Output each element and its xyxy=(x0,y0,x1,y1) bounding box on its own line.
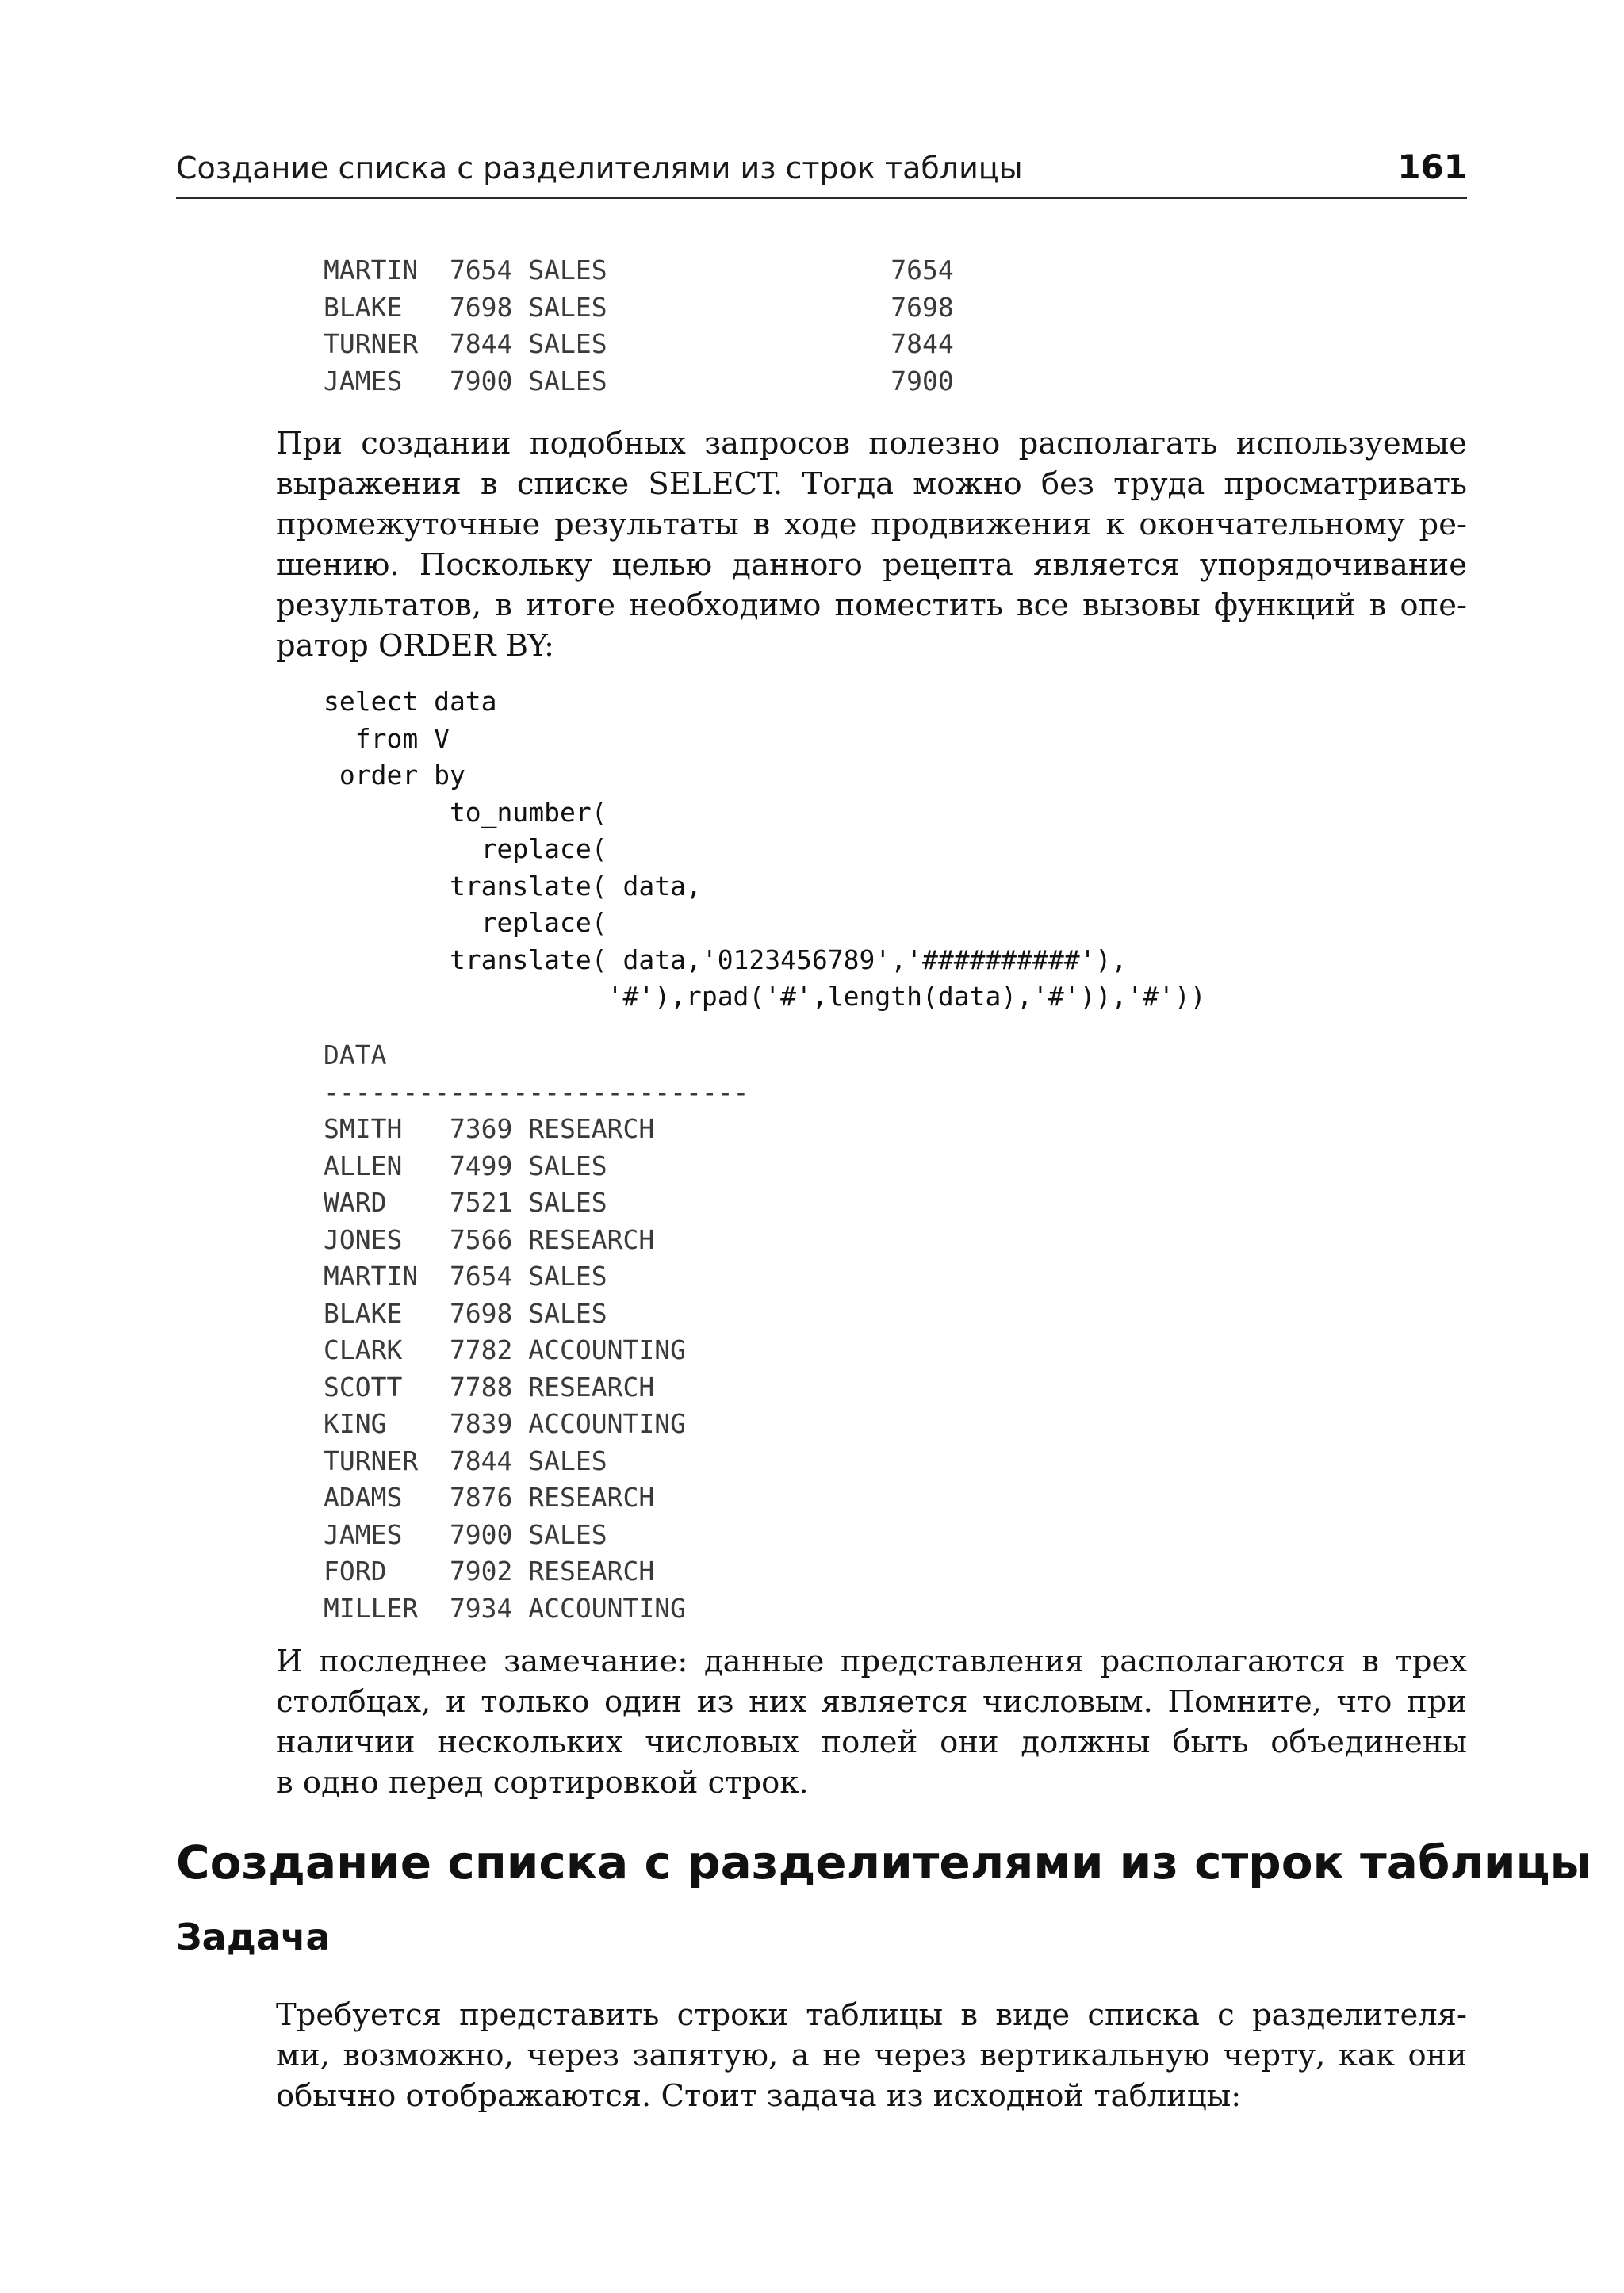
running-title: Создание списка с разделителями из строк таблицы xyxy=(176,151,1023,186)
code-line: to_number( xyxy=(324,796,607,828)
paragraph-task xyxy=(276,1995,1467,2116)
paragraph-line: ратор ORDER BY: xyxy=(276,628,554,664)
code-line: order by xyxy=(324,760,465,790)
section-heading: Создание списка с разделителями из строк таблицы xyxy=(176,1836,1591,1889)
code-line: replace( xyxy=(324,833,607,864)
code-line: translate( data, xyxy=(324,870,702,902)
paragraph-line: ми, возможно, через запятую, а не через вертикальную черту, как они xyxy=(276,2038,1467,2073)
result-row: JAMES 7900 SALES xyxy=(324,1518,607,1550)
sql-code-block xyxy=(324,683,1206,1016)
code-line: translate( data,'0123456789','##########'), xyxy=(324,944,1128,975)
result-row: ALLEN 7499 SALES xyxy=(324,1150,607,1181)
paragraph-line: При создании подобных запросов полезно располагать используемые xyxy=(276,426,1467,461)
result-row: MILLER 7934 ACCOUNTING xyxy=(324,1592,686,1624)
result-row: TURNER 7844 SALES xyxy=(324,1445,607,1476)
subsection-heading: Задача xyxy=(176,1916,331,1958)
result-row: SMITH 7369 RESEARCH xyxy=(324,1113,655,1144)
code-line: '#'),rpad('#',length(data),'#')),'#')) xyxy=(324,981,1206,1012)
result-row: CLARK 7782 ACCOUNTING xyxy=(324,1334,686,1365)
result-line: TURNER 7844 SALES 7844 xyxy=(324,328,954,359)
result-row: ADAMS 7876 RESEARCH xyxy=(324,1482,655,1513)
result-line: JAMES 7900 SALES 7900 xyxy=(324,365,954,396)
paragraph-line: столбцах, и только один из них является числовым. Помните, что при xyxy=(276,1684,1467,1720)
result-row: MARTIN 7654 SALES xyxy=(324,1261,607,1292)
result-column-header: DATA xyxy=(324,1039,387,1070)
result-row: BLAKE 7698 SALES xyxy=(324,1297,607,1329)
paragraph-line: результатов, в итоге необходимо поместить все вызовы функций в опе- xyxy=(276,588,1467,623)
query-result-main xyxy=(324,1037,749,1627)
paragraph-line: шению. Поскольку целью данного рецепта является упорядочивание xyxy=(276,547,1467,583)
page-number: 161 xyxy=(1397,147,1467,186)
paragraph-line: выражения в списке SELECT. Тогда можно без труда просматривать xyxy=(276,466,1467,502)
result-divider: --------------------------- xyxy=(324,1076,749,1108)
code-line: replace( xyxy=(324,907,607,938)
paragraph-line: Требуется представить строки таблицы в виде списка с разделителя- xyxy=(276,1997,1467,2033)
paragraph-line: обычно отображаются. Стоит задача из исходной таблицы: xyxy=(276,2078,1242,2114)
code-line: from V xyxy=(324,722,450,754)
code-line: select data xyxy=(324,686,497,717)
paragraph-line: И последнее замечание: данные представления располагаются в трех xyxy=(276,1644,1467,1679)
paragraph-line: промежуточные результаты в ходе продвижения к окончательному ре- xyxy=(276,507,1467,542)
paragraph-final-note xyxy=(276,1641,1467,1803)
query-result-top xyxy=(324,252,954,400)
result-row: JONES 7566 RESEARCH xyxy=(324,1223,655,1255)
result-row: WARD 7521 SALES xyxy=(324,1187,607,1218)
page-header xyxy=(176,147,1467,199)
result-row: KING 7839 ACCOUNTING xyxy=(324,1408,686,1439)
paragraph-order-by xyxy=(276,423,1467,666)
result-row: FORD 7902 RESEARCH xyxy=(324,1556,655,1587)
result-line: MARTIN 7654 SALES 7654 xyxy=(324,255,954,285)
result-row: SCOTT 7788 RESEARCH xyxy=(324,1371,655,1403)
paragraph-line: в одно перед сортировкой строк. xyxy=(276,1765,809,1801)
result-line: BLAKE 7698 SALES 7698 xyxy=(324,291,954,323)
paragraph-line: наличии нескольких числовых полей они должны быть объединены xyxy=(276,1725,1467,1760)
